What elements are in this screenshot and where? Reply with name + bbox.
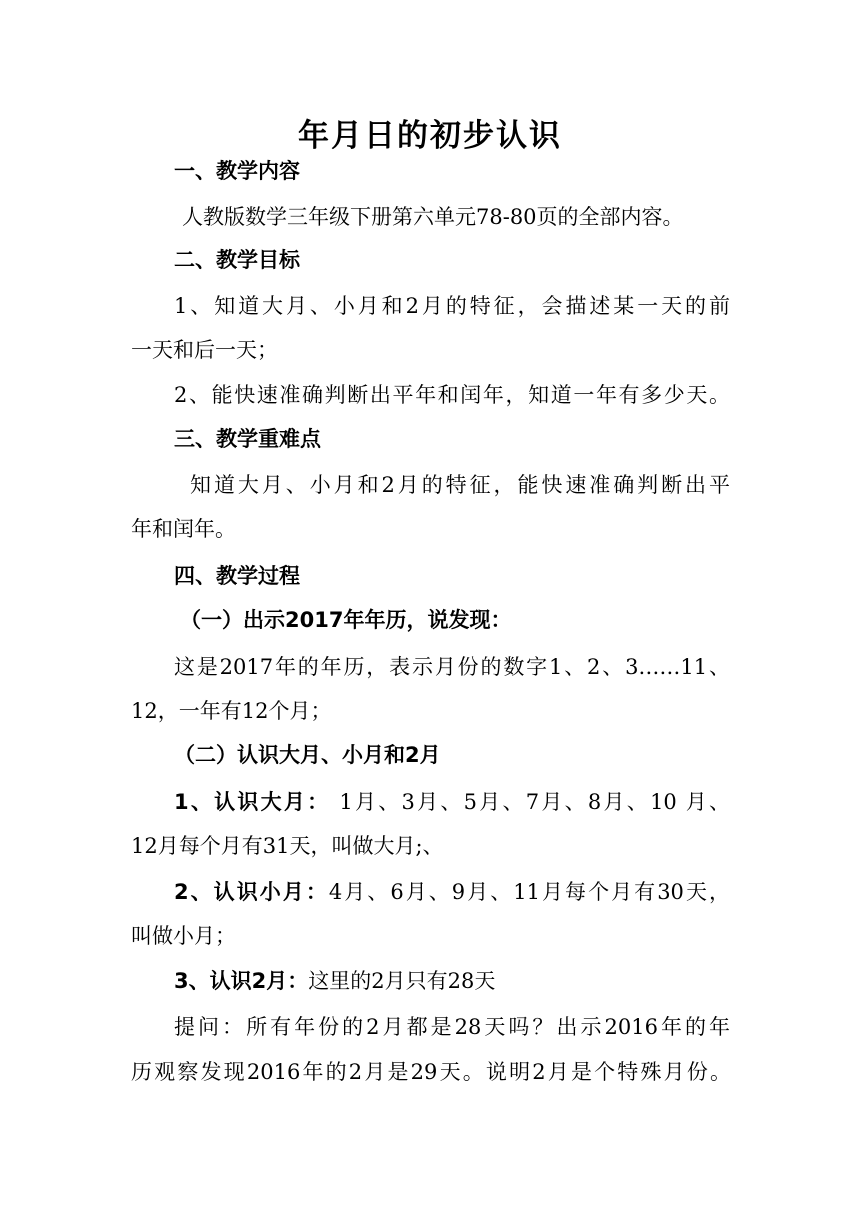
small-month-line-2: 叫做小月；	[131, 924, 236, 948]
small-month-line-1	[174, 882, 730, 903]
big-month-label: 1、认识大月：	[174, 790, 331, 814]
goal-1-line-2: 一天和后一天；	[131, 338, 278, 362]
section-heading-process: 四、教学过程	[174, 564, 300, 588]
february-text: 这里的2月只有28天	[308, 969, 496, 993]
paragraph-content: 人教版数学三年级下册第六单元78-80页的全部内容。	[182, 205, 684, 229]
february-label: 3、认识2月：	[174, 969, 309, 993]
key-points-line-2: 年和闰年。	[131, 517, 236, 541]
february-line	[174, 971, 774, 992]
section-heading-goals: 二、教学目标	[174, 248, 300, 272]
section-heading-key-points: 三、教学重难点	[174, 427, 321, 451]
big-month-text: 1月、3月、5月、7月、8月、10 月、	[330, 790, 730, 814]
small-month-label: 2、认识小月：	[174, 880, 329, 904]
subsection-1-heading: （一）出示2017年年历，说发现：	[180, 608, 512, 632]
question-line-1: 提问：所有年份的2月都是28天吗？出示2016年的年	[174, 1015, 730, 1039]
subsection-2-heading: （二）认识大月、小月和2月	[174, 743, 441, 767]
big-month-line-2: 12月每个月有31天，叫做大月;、	[131, 834, 444, 858]
section-heading-content: 一、教学内容	[174, 159, 300, 183]
process-paragraph-line-1: 这是2017年的年历，表示月份的数字1、2、3……11、	[174, 655, 730, 679]
goal-2: 2、能快速准确判断出平年和闰年，知道一年有多少天。	[174, 383, 730, 407]
big-month-line-1	[174, 792, 730, 813]
key-points-line-1: 知道大月、小月和2月的特征，能快速准确判断出平	[190, 473, 730, 497]
process-paragraph-line-2: 12，一年有12个月；	[131, 699, 332, 723]
small-month-text: 4月、6月、9月、11月每个月有30天，	[328, 880, 730, 904]
question-line-2: 历观察发现2016年的2月是29天。说明2月是个特殊月份。	[131, 1060, 731, 1084]
page-title: 年月日的初步认识	[298, 118, 562, 154]
goal-1-line-1: 1、知道大月、小月和2月的特征，会描述某一天的前	[174, 294, 730, 318]
